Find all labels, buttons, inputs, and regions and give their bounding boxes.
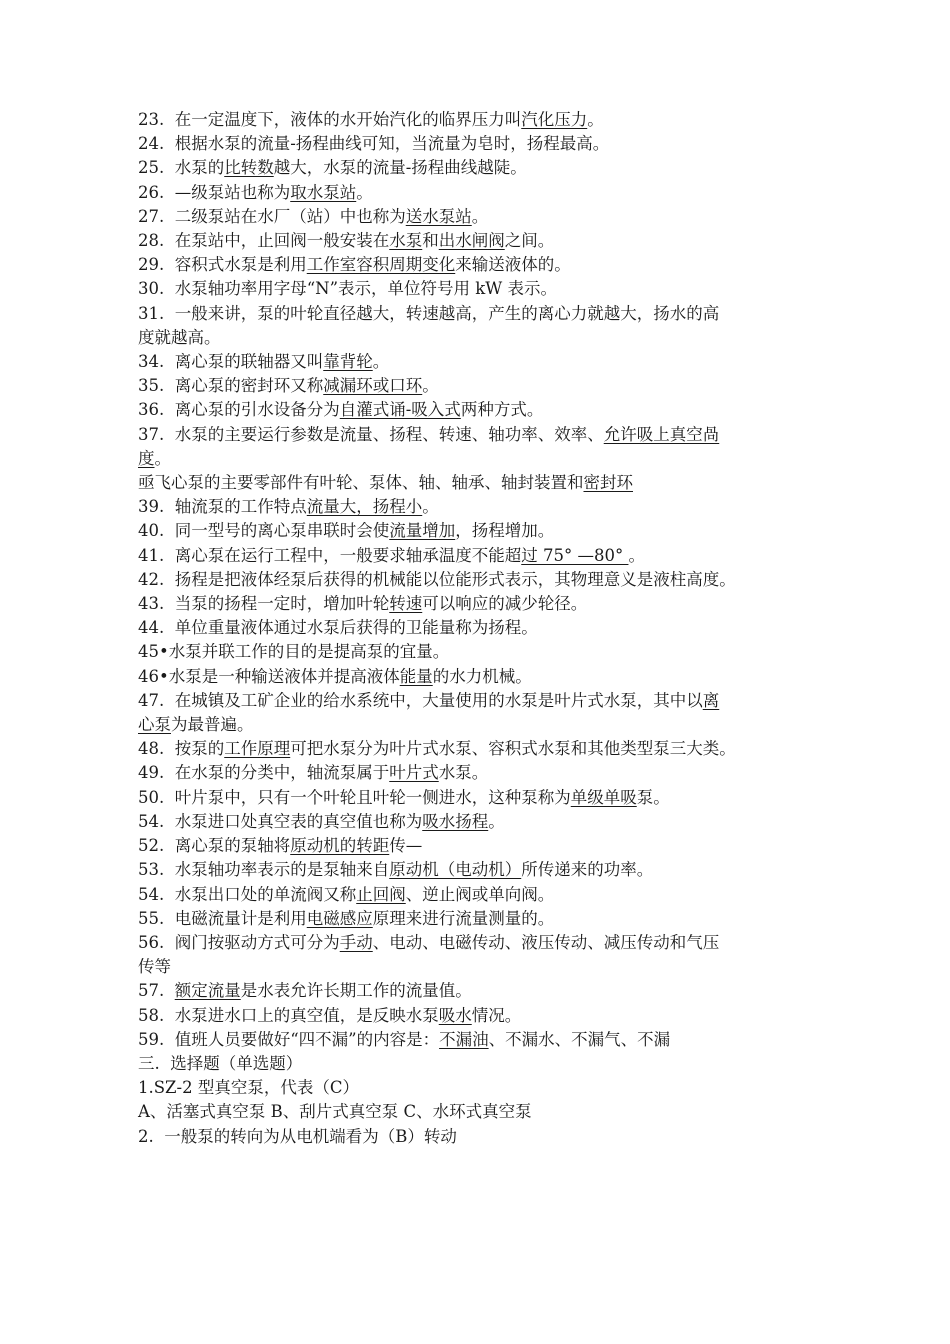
text-run: 48. 按泵的	[138, 739, 225, 759]
text-run: 、电动、电磁传动、液压传动、减压传动和气压	[372, 932, 720, 952]
text-run: 29. 容积式水泵是利用	[138, 255, 307, 275]
text-line	[138, 1004, 828, 1028]
text-run: 。	[488, 811, 505, 831]
text-line	[138, 640, 828, 664]
text-run: 27. 二级泵站在水厂（站）中也称为	[138, 206, 406, 226]
text-run: 2. 一般泵的转向为从电机端看为（B）转动	[138, 1126, 457, 1146]
underlined-answer: 比转数	[224, 158, 274, 178]
text-run: 44. 单位重量液体通过水泵后获得的卫能量称为扬程。	[138, 618, 538, 638]
text-run: 31. 一般来讲，泵的叶轮直径越大，转速越高，产生的离心力就越大，扬水的高	[138, 303, 720, 323]
text-run: 40. 同一型号的离心泵串联时会使	[138, 521, 390, 541]
text-line	[138, 665, 828, 689]
text-run: 传—	[389, 836, 423, 856]
underlined-answer: 工作原理	[224, 739, 291, 759]
underlined-answer: 吸水	[438, 1005, 472, 1025]
text-run: 可以响应的减少轮径。	[422, 594, 588, 614]
text-run: 26. —级泵站也称为	[138, 182, 291, 202]
text-run: 。	[372, 352, 390, 372]
underlined-answer: 允许吸上真空咼	[603, 424, 720, 444]
underlined-answer: 密封环	[583, 473, 633, 493]
text-run: A、活塞式真空泵 B、刮片式真空泵 C、水环式真空泵	[138, 1102, 532, 1122]
text-run: 原理来进行流量测量的。	[372, 908, 555, 928]
text-run: ，扬程增加。	[455, 521, 555, 541]
text-run: 的水力机械。	[432, 666, 532, 686]
text-line	[138, 786, 828, 810]
text-run: 42. 扬程是把液体经泵后获得的机械能以位能形式表示，其物理意义是液柱高度。	[138, 569, 736, 589]
text-line	[138, 519, 828, 543]
text-line	[138, 1028, 828, 1052]
text-run: 43. 当泵的扬程一定时，增加叶轮	[138, 594, 390, 614]
text-line	[138, 616, 828, 640]
text-run: 56. 阀门按驱动方式可分为	[138, 932, 340, 952]
text-run: 58. 水泵进水口上的真空值，是反映水泵	[138, 1005, 439, 1025]
text-run: 。	[587, 110, 604, 129]
text-run: 35. 离心泵的密封环又称	[138, 376, 324, 396]
text-line	[138, 761, 828, 785]
underlined-answer: 出水闸阀	[438, 231, 505, 251]
text-line	[138, 1076, 828, 1100]
text-run: 41. 离心泵在运行工程中，一般要求轴承温度不能超	[138, 545, 522, 565]
text-run: 来输送液体的。	[455, 255, 571, 275]
text-run: 36. 离心泵的引水设备分为	[138, 400, 340, 420]
text-line	[138, 907, 828, 931]
text-line	[138, 568, 828, 592]
text-line	[138, 326, 828, 350]
text-run: 水泵。	[438, 763, 489, 783]
underlined-answer: 自灌式诵-吸入式	[339, 400, 461, 420]
text-run: 和	[422, 231, 439, 251]
underlined-answer: 减漏环或口环	[323, 376, 423, 396]
underlined-answer: 离	[702, 690, 720, 710]
underlined-answer: 工作室容积周期变化	[306, 255, 456, 275]
text-run: 1.SZ-2 型真空泵，代表（C）	[138, 1078, 359, 1098]
text-line	[138, 253, 828, 277]
text-run: 39. 轴流泵的工作特点	[138, 497, 307, 517]
text-run: 25. 水泵的	[138, 158, 225, 178]
text-run: 所传递来的功率。	[521, 860, 654, 880]
text-run: 23. 在一定温度下，液体的水开始汽化的临界压力叫	[138, 110, 522, 129]
text-run: 亟飞心泵的主要零部件有叶轮、泵体、轴、轴承、轴封装置和	[138, 473, 584, 493]
underlined-answer: 取水泵站	[290, 182, 357, 202]
text-line	[138, 883, 828, 907]
text-run: 49. 在水泵的分类中，轴流泵属于	[138, 763, 390, 783]
text-line	[138, 737, 828, 761]
underlined-answer: 转速	[389, 594, 423, 614]
text-line	[138, 398, 828, 422]
text-run: 越大，水泵的流量-扬程曲线越陡。	[273, 158, 527, 178]
underlined-answer: 心泵	[138, 715, 171, 735]
underlined-answer: 电磁感应	[306, 908, 373, 928]
text-run: 两种方式。	[460, 400, 544, 420]
text-line	[138, 447, 828, 471]
text-run: 55. 电磁流量计是利用	[138, 908, 307, 928]
text-line	[138, 592, 828, 616]
text-run: 34. 离心泵的联轴器又叫	[138, 352, 324, 372]
text-line	[138, 713, 828, 737]
text-line	[138, 810, 828, 834]
text-run: 情况。	[471, 1005, 522, 1025]
underlined-answer: 送水泵站	[405, 206, 472, 226]
text-run: 47. 在城镇及工矿企业的给水系统中，大量使用的水泵是叶片式水泵，其中以	[138, 690, 703, 710]
text-run: 24. 根据水泵的流量-扬程曲线可知，当流量为皂时，扬程最高。	[138, 134, 610, 154]
underlined-answer: 叶片式	[389, 763, 439, 783]
text-run: 传等	[138, 957, 171, 977]
text-run: 。	[422, 376, 439, 396]
text-line	[138, 1100, 828, 1124]
text-run: 三. 选择题（单选题）	[138, 1053, 303, 1073]
text-run: 。	[628, 545, 645, 565]
underlined-answer: 靠背轮	[323, 352, 373, 372]
text-run: 53. 水泵轴功率表示的是泵轴来自	[138, 860, 390, 880]
text-line	[138, 132, 828, 156]
underlined-answer: 额定流量	[174, 981, 241, 1001]
text-line	[138, 689, 828, 713]
text-run: 是水表允许长期工作的流量值。	[240, 981, 472, 1001]
underlined-answer: 度	[138, 448, 155, 468]
text-run: 54. 水泵出口处的单流阀又称	[138, 884, 357, 904]
underlined-answer: 流量大，扬程小	[306, 497, 423, 517]
underlined-answer: 吸水扬程	[422, 811, 489, 831]
text-run: 、不漏水、不漏气、不漏	[488, 1029, 671, 1049]
text-run: 。	[356, 182, 373, 202]
text-line	[138, 858, 828, 882]
text-line	[138, 350, 828, 374]
underlined-answer: 原动机的转距	[290, 836, 390, 856]
text-run: 37. 水泵的主要运行参数是流量、扬程、转速、轴功率、效率、	[138, 424, 604, 444]
text-line	[138, 181, 828, 205]
text-line	[138, 156, 828, 180]
text-run: 45•水泵并联工作的目的是提高泵的宜量。	[138, 642, 450, 662]
text-line	[138, 544, 828, 568]
underlined-answer: 汽化压力	[521, 110, 588, 129]
text-line	[138, 1125, 828, 1149]
underlined-answer: 能量	[399, 666, 433, 686]
text-line	[138, 834, 828, 858]
text-line	[138, 471, 828, 495]
text-line	[138, 423, 828, 447]
text-line	[138, 931, 828, 955]
underlined-answer: 止回阀	[356, 884, 406, 904]
text-run: 54. 水泵进口处真空表的真空值也称为	[138, 811, 423, 831]
underlined-answer: 流量增加	[389, 521, 456, 541]
text-run: 、逆止阀或单向阀。	[405, 884, 555, 904]
text-line	[138, 108, 828, 132]
text-line	[138, 374, 828, 398]
text-run: 57.	[138, 981, 175, 1001]
text-run: 46•水泵是一种输送液体并提高液体	[138, 666, 400, 686]
text-line	[138, 495, 828, 519]
text-line	[138, 277, 828, 301]
underlined-answer: 手动	[339, 932, 373, 952]
underlined-answer: 单级单吸	[570, 787, 637, 807]
text-line	[138, 1052, 828, 1076]
underlined-answer: 原动机（电动机）	[389, 860, 522, 880]
text-run: 可把水泵分为叶片式水泵、容积式水泵和其他类型泵三大类。	[290, 739, 736, 759]
text-run: 30. 水泵轴功率用字母“N”表示，单位符号用 kW 表示。	[138, 279, 557, 299]
text-run: 之间。	[504, 231, 555, 251]
text-line	[138, 955, 828, 979]
document-body	[138, 108, 828, 1149]
text-run: 为最普遍。	[171, 715, 254, 735]
text-line	[138, 979, 828, 1003]
text-run: 52. 离心泵的泵轴将	[138, 836, 291, 856]
text-run: 。	[471, 206, 489, 226]
text-run: 度就越高。	[138, 327, 221, 347]
text-run: 59. 值班人员要做好“四不漏”的内容是：	[138, 1029, 440, 1049]
text-run: 。	[422, 497, 439, 517]
text-line	[138, 229, 828, 253]
text-run: 28. 在泵站中，止回阀一般安装在	[138, 231, 390, 251]
text-run: 。	[154, 448, 171, 468]
text-run: 50. 叶片泵中，只有一个叶轮且叶轮一侧进水，这种泵称为	[138, 787, 571, 807]
underlined-answer: 水泵	[389, 231, 423, 251]
text-run: 泵。	[636, 787, 670, 807]
underlined-answer: 过 75° —80°	[521, 545, 629, 565]
text-line	[138, 205, 828, 229]
text-line	[138, 302, 828, 326]
underlined-answer: 不漏油	[439, 1029, 489, 1049]
